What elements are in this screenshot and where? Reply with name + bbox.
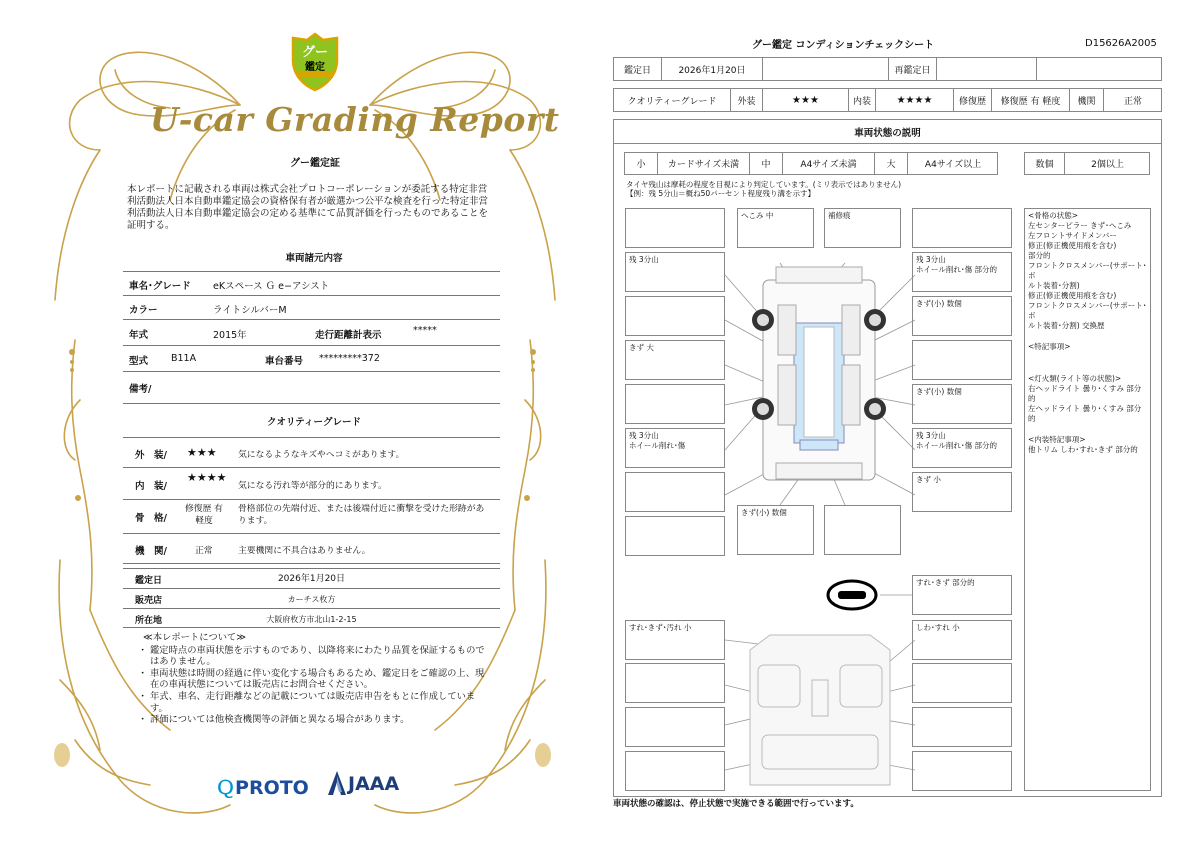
spec-name-label: 車名･グレード bbox=[129, 281, 191, 292]
spec-year-label: 年式 bbox=[129, 330, 149, 341]
specs-top-rule bbox=[123, 264, 500, 272]
special-title: <特記事項> bbox=[1028, 342, 1071, 351]
size-large: 大 bbox=[875, 153, 908, 174]
damage-box bbox=[625, 296, 725, 336]
damage-box: すれ･きず･汚れ 小 bbox=[625, 620, 725, 660]
damage-box: 補修痕 bbox=[824, 208, 901, 248]
footer-shop-label: 販売店 bbox=[135, 596, 163, 606]
damage-box: 残 3分山 bbox=[625, 252, 725, 292]
grade-interior-label: 内 装/ bbox=[135, 481, 167, 492]
footer-date-value: 2026年1月20日 bbox=[277, 574, 346, 584]
goo-kantei-badge-logo bbox=[287, 32, 343, 92]
footer-address-label: 所在地 bbox=[135, 616, 163, 626]
note-item: ・ 評価については他検査機関等の評価と異なる場合があります。 bbox=[138, 714, 410, 726]
damage-box: きず 大 bbox=[625, 340, 725, 380]
engine-value: 正常 bbox=[1123, 96, 1142, 107]
damage-box: きず(小) 数個 bbox=[912, 296, 1012, 336]
damage-box: きず(小) 数個 bbox=[737, 505, 814, 555]
grade-interior-stars: ★★★★ bbox=[187, 471, 227, 484]
damage-box: きず 小 bbox=[912, 472, 1012, 512]
damage-box: へこみ 中 bbox=[737, 208, 814, 248]
spec-model-value: B11A bbox=[171, 353, 197, 364]
damage-box bbox=[912, 663, 1012, 703]
damage-box bbox=[625, 663, 725, 703]
interior-label: 内装 bbox=[849, 89, 876, 111]
size-large-desc: A4サイズ以上 bbox=[924, 160, 982, 170]
spec-mileage-label: 走行距離計表示 bbox=[315, 330, 382, 341]
damage-box bbox=[625, 384, 725, 424]
check-sheet-footer: 車両状態の確認は、停止状態で実施できる範囲で行っています。 bbox=[613, 799, 859, 809]
grade-engine-desc: 主要機関に不具合はありません。 bbox=[238, 546, 371, 556]
damage-box bbox=[625, 472, 725, 512]
grade-row-engine bbox=[123, 534, 500, 564]
footer-row-date bbox=[123, 568, 500, 588]
damage-box bbox=[912, 340, 1012, 380]
specs-title: 車両諸元内容 bbox=[285, 253, 343, 264]
reinspect-blank bbox=[1037, 58, 1162, 80]
size-legend bbox=[624, 152, 998, 175]
car-interior-view bbox=[750, 635, 890, 785]
spec-year-value: 2015年 bbox=[213, 330, 247, 341]
grade-top-rule bbox=[123, 430, 500, 438]
report-notes bbox=[138, 632, 493, 726]
interior-stars: ★★★★ bbox=[876, 89, 954, 111]
damage-box: すれ･きず 部分的 bbox=[912, 575, 1012, 615]
spec-name-value: eKスペース Ｇ e−アシスト bbox=[213, 281, 330, 292]
jaaa-mark-icon bbox=[327, 770, 347, 796]
footer-shop-value: カーチス枚方 bbox=[287, 595, 336, 604]
condition-notes: <骨格の状態> 左センターピラー きず･へこみ 左フロントサイドメンバー 修正(修正機使用痕を含む) 部分的 フロントクロスメンバー(サポート･ボ ルト装着･分割) 修正(修正機使用痕を含む) フロントクロスメンバー(サポート･ボ ルト装着･分割) 交換歴 <特記事項> <灯火類(ライト等の状態)> 右ヘッドライト 曇り･くすみ 部分的 左ヘッドライト 曇り･くすみ 部分的 <内装特記事項> 他トリム しわ･すれ･きず 部分的 bbox=[1024, 208, 1151, 791]
note-item: ・ 年式、車名、走行距離などの記載については販売店申告をもとに作成しています。 bbox=[138, 690, 476, 714]
interior-notes-title: <内装特記事項> bbox=[1028, 435, 1086, 444]
grade-frame-label: 骨 格/ bbox=[135, 513, 167, 524]
footer-address-value: 大阪府枚方市北山1-2-15 bbox=[266, 615, 357, 624]
car-top-view bbox=[752, 267, 886, 480]
steering-wheel-icon bbox=[828, 581, 876, 609]
repair-value: 修復歴 有 軽度 bbox=[992, 89, 1070, 111]
badge-line1: グー bbox=[301, 45, 329, 60]
spec-row-color bbox=[123, 296, 500, 320]
grade-exterior-stars: ★★★ bbox=[187, 446, 217, 459]
spec-row-model bbox=[123, 346, 500, 372]
grade-row-exterior bbox=[123, 438, 500, 468]
grade-exterior-label: 外 装/ bbox=[135, 450, 167, 461]
grade-engine-value: 正常 bbox=[195, 546, 213, 556]
exterior-stars: ★★★ bbox=[763, 89, 849, 111]
reinspect-label: 再鑑定日 bbox=[889, 58, 937, 80]
size-mid: 中 bbox=[750, 153, 783, 174]
damage-box: 残 3分山 ホイール削れ･傷 部分的 bbox=[912, 428, 1012, 468]
date-row bbox=[613, 57, 1162, 81]
size-small: 小 bbox=[625, 153, 658, 174]
jaaa-logo: JAAA bbox=[348, 773, 400, 795]
count-desc: 2個以上 bbox=[1091, 160, 1124, 170]
proto-q-icon: Ｑ bbox=[216, 777, 236, 799]
badge-line2: 鑑定 bbox=[305, 62, 325, 73]
grade-row-frame bbox=[123, 500, 500, 534]
damage-box: 残 3分山 ホイール削れ･傷 部分的 bbox=[912, 252, 1012, 292]
lights-title: <灯火類(ライト等の状態)> bbox=[1028, 374, 1122, 383]
note-item: ・ 車両状態は時間の経過に伴い変化する場合もあるため、鑑定日をご確認の上、現在の車両状態については販売店にお問合せください。 bbox=[138, 667, 485, 691]
footer-date-label: 鑑定日 bbox=[135, 576, 163, 586]
spec-chassis-label: 車台番号 bbox=[265, 356, 304, 367]
spec-row-name bbox=[123, 272, 500, 296]
grade-row-interior bbox=[123, 468, 500, 500]
damage-box: きず(小) 数個 bbox=[912, 384, 1012, 424]
grade-interior-desc: 気になる汚れ等が部分的にあります。 bbox=[238, 481, 387, 491]
proto-logo: ＱPROTO bbox=[216, 777, 309, 799]
footer-row-address bbox=[123, 608, 500, 628]
date-label: 鑑定日 bbox=[614, 58, 662, 80]
repair-label: 修復歴 bbox=[954, 89, 992, 111]
document-code: D15626A2005 bbox=[1085, 38, 1157, 49]
frame-title: <骨格の状態> bbox=[1028, 211, 1079, 220]
date-value: 2026年1月20日 bbox=[662, 58, 763, 80]
quality-label: クオリティーグレード bbox=[614, 89, 731, 111]
spec-remarks-label: 備考/ bbox=[129, 384, 152, 395]
tire-note-1: タイヤ残山は摩耗の程度を目視により判定しています。(ミリ表示ではありません) bbox=[626, 180, 902, 189]
damage-box bbox=[625, 751, 725, 791]
spec-color-label: カラー bbox=[129, 305, 158, 316]
tire-note-2: 【例：残 5分山＝概ね50パーセント程度残り溝を示す】 bbox=[626, 189, 816, 198]
section-title: 車両状態の説明 bbox=[614, 120, 1161, 144]
spec-color-value: ライトシルバーM bbox=[213, 305, 287, 316]
damage-box bbox=[912, 707, 1012, 747]
damage-box bbox=[625, 707, 725, 747]
quality-row bbox=[613, 88, 1162, 112]
spec-row-remarks bbox=[123, 372, 500, 404]
spec-chassis-value: *********372 bbox=[319, 353, 380, 364]
damage-box bbox=[824, 505, 901, 555]
reinspect-value bbox=[937, 58, 1037, 80]
grade-frame-value: 修復歴 有 軽度 bbox=[185, 504, 223, 526]
check-sheet-title: グー鑑定 コンディションチェックシート bbox=[752, 40, 935, 51]
report-title: U-car Grading Report bbox=[150, 100, 560, 139]
size-mid-desc: A4サイズ未満 bbox=[783, 153, 875, 174]
damage-box: しわ･すれ 小 bbox=[912, 620, 1012, 660]
spec-row-year bbox=[123, 320, 500, 346]
date-blank bbox=[763, 58, 889, 80]
damage-box bbox=[912, 208, 1012, 248]
grade-exterior-desc: 気になるようなキズやヘコミがあります。 bbox=[238, 450, 405, 460]
certificate-title: グー鑑定証 bbox=[290, 158, 340, 169]
count-legend bbox=[1024, 152, 1150, 175]
grade-frame-desc: 骨格部位の先端付近、または後端付近に衝撃を受けた形跡があります。 bbox=[238, 504, 485, 526]
notes-title: ≪本レポートについて≫ bbox=[143, 632, 246, 643]
exterior-label: 外装 bbox=[731, 89, 763, 111]
grade-title: クオリティーグレード bbox=[266, 417, 362, 428]
spec-mileage-value: ***** bbox=[413, 325, 437, 336]
note-item: ・ 鑑定時点の車両状態を示すものであり、以降将来にわたり品質を保証するものではありません。 bbox=[138, 644, 485, 668]
grade-engine-label: 機 関/ bbox=[135, 546, 167, 557]
damage-box bbox=[625, 516, 725, 556]
certificate-text: 本レポートに記載される車両は株式会社プロトコーポレーションが委託する特定非営利活動法人日本自動車鑑定協会の資格保有者が厳選かつ公平な検査を行った特定非営利活動法人日本自動車鑑定協会の定める基準にて品質評価を行ったものであることを証明する。 bbox=[127, 184, 489, 231]
damage-box bbox=[912, 751, 1012, 791]
damage-box bbox=[625, 208, 725, 248]
spec-model-label: 型式 bbox=[129, 356, 149, 367]
size-small-desc: カードサイズ未満 bbox=[658, 153, 750, 174]
engine-label: 機関 bbox=[1070, 89, 1104, 111]
damage-box: 残 3分山 ホイール削れ･傷 bbox=[625, 428, 725, 468]
count-label: 数個 bbox=[1025, 153, 1065, 174]
footer-row-shop bbox=[123, 588, 500, 608]
